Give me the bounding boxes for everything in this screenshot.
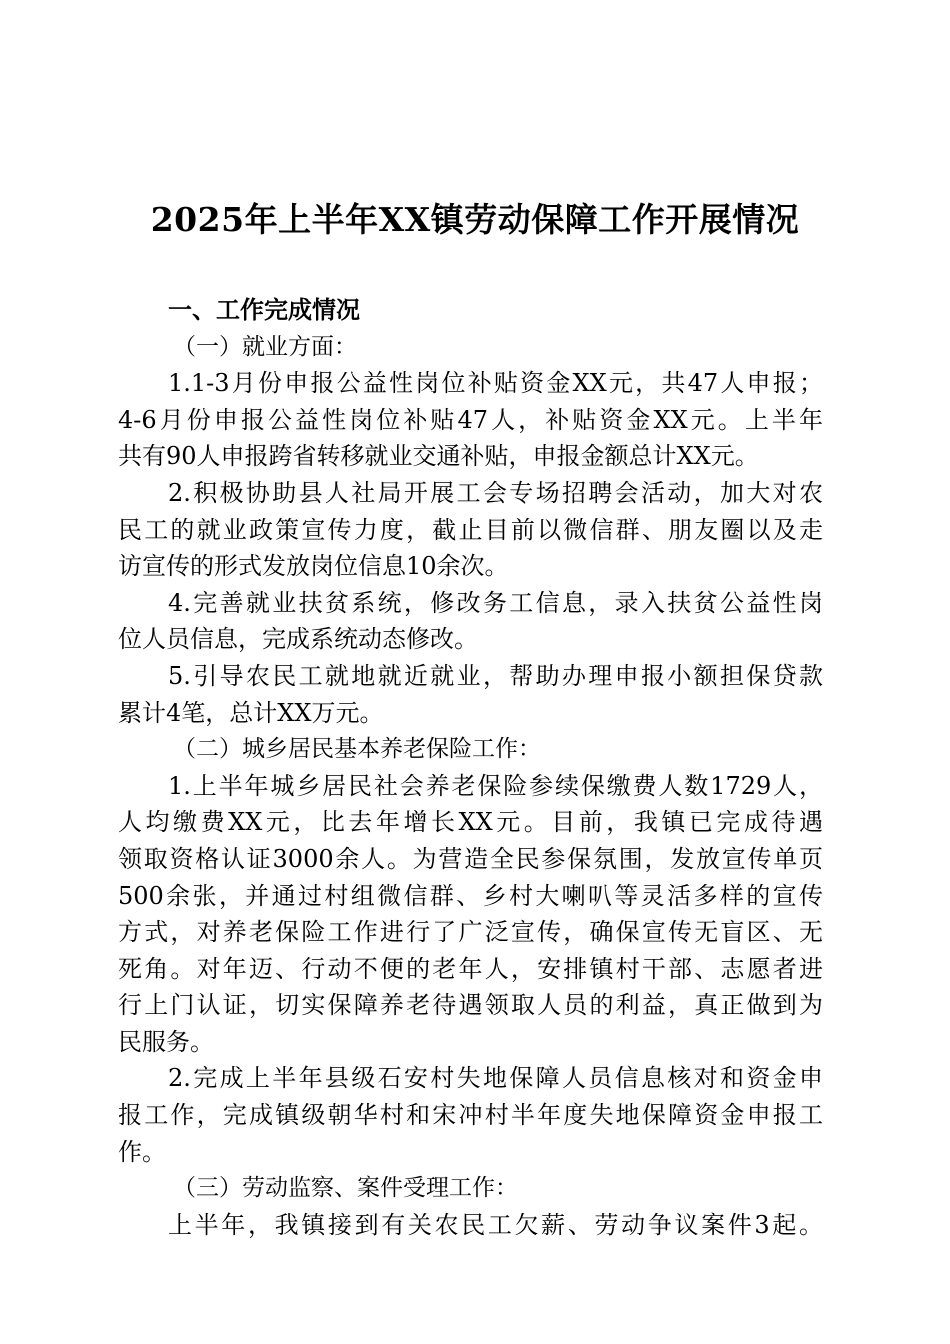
document-body — [118, 292, 823, 1243]
section-heading-work-completion: 一、工作完成情况 — [168, 296, 360, 324]
document-title: 2025年上半年XX镇劳动保障工作开展情况 — [150, 200, 800, 239]
paragraph-line: 4-6月份申报公益性岗位补贴47人，补贴资金XX元。上半年 — [118, 405, 823, 434]
paragraph-line: 领取资格认证3000余人。为营造全民参保氛围，发放宣传单页 — [118, 844, 823, 873]
paragraph-line: 民工的就业政策宣传力度，截止目前以微信群、朋友圈以及走 — [118, 515, 823, 544]
paragraph-line: 位人员信息，完成系统动态修改。 — [118, 625, 478, 654]
paragraph-line: 500余张，并通过村组微信群、乡村大喇叭等灵活多样的宣传 — [118, 881, 823, 910]
paragraph-pension-insurance — [118, 768, 823, 1061]
paragraph-line: 民服务。 — [118, 1027, 214, 1056]
paragraph-poverty-system — [118, 585, 823, 658]
paragraph-labor-cases — [118, 1207, 823, 1244]
paragraph-line: 上半年，我镇接到有关农民工欠薪、劳动争议案件3起。 — [168, 1210, 823, 1239]
paragraph-line: 2.积极协助县人社局开展工会专场招聘会活动，加大对农 — [168, 478, 823, 507]
paragraph-employment-subsidy — [118, 365, 823, 475]
subsection-heading-employment: （一）就业方面： — [173, 333, 357, 360]
paragraph-line: 共有90人申报跨省转移就业交通补贴，申报金额总计XX元。 — [118, 442, 759, 471]
paragraph-line: 作。 — [118, 1137, 166, 1166]
paragraph-job-fair — [118, 475, 823, 585]
paragraph-land-loss-security — [118, 1060, 823, 1170]
paragraph-line: 1.上半年城乡居民社会养老保险参续保缴费人数1729人， — [168, 771, 823, 800]
paragraph-line: 方式，对养老保险工作进行了广泛宣传，确保宣传无盲区、无 — [118, 918, 823, 947]
paragraph-line: 人均缴费XX元，比去年增长XX元。目前，我镇已完成待遇 — [118, 808, 823, 837]
paragraph-line: 报工作，完成镇级朝华村和宋冲村半年度失地保障资金申报工 — [118, 1101, 823, 1130]
subsection-heading-pension: （二）城乡居民基本养老保险工作： — [173, 736, 541, 763]
paragraph-line: 1.1-3月份申报公益性岗位补贴资金XX元，共47人申报； — [168, 369, 823, 398]
paragraph-line: 死角。对年迈、行动不便的老年人，安排镇村干部、志愿者进 — [118, 954, 823, 983]
paragraph-local-employment — [118, 658, 823, 731]
paragraph-line: 5.引导农民工就地就近就业，帮助办理申报小额担保贷款 — [168, 661, 823, 690]
paragraph-line: 行上门认证，切实保障养老待遇领取人员的利益，真正做到为 — [118, 991, 823, 1020]
paragraph-line: 2.完成上半年县级石安村失地保障人员信息核对和资金申 — [168, 1064, 823, 1093]
paragraph-line: 访宣传的形式发放岗位信息10余次。 — [118, 552, 509, 581]
subsection-heading-labor-inspection: （三）劳动监察、案件受理工作： — [173, 1175, 518, 1202]
paragraph-line: 4.完善就业扶贫系统，修改务工信息，录入扶贫公益性岗 — [168, 588, 823, 617]
paragraph-line: 累计4笔，总计XX万元。 — [118, 698, 384, 727]
